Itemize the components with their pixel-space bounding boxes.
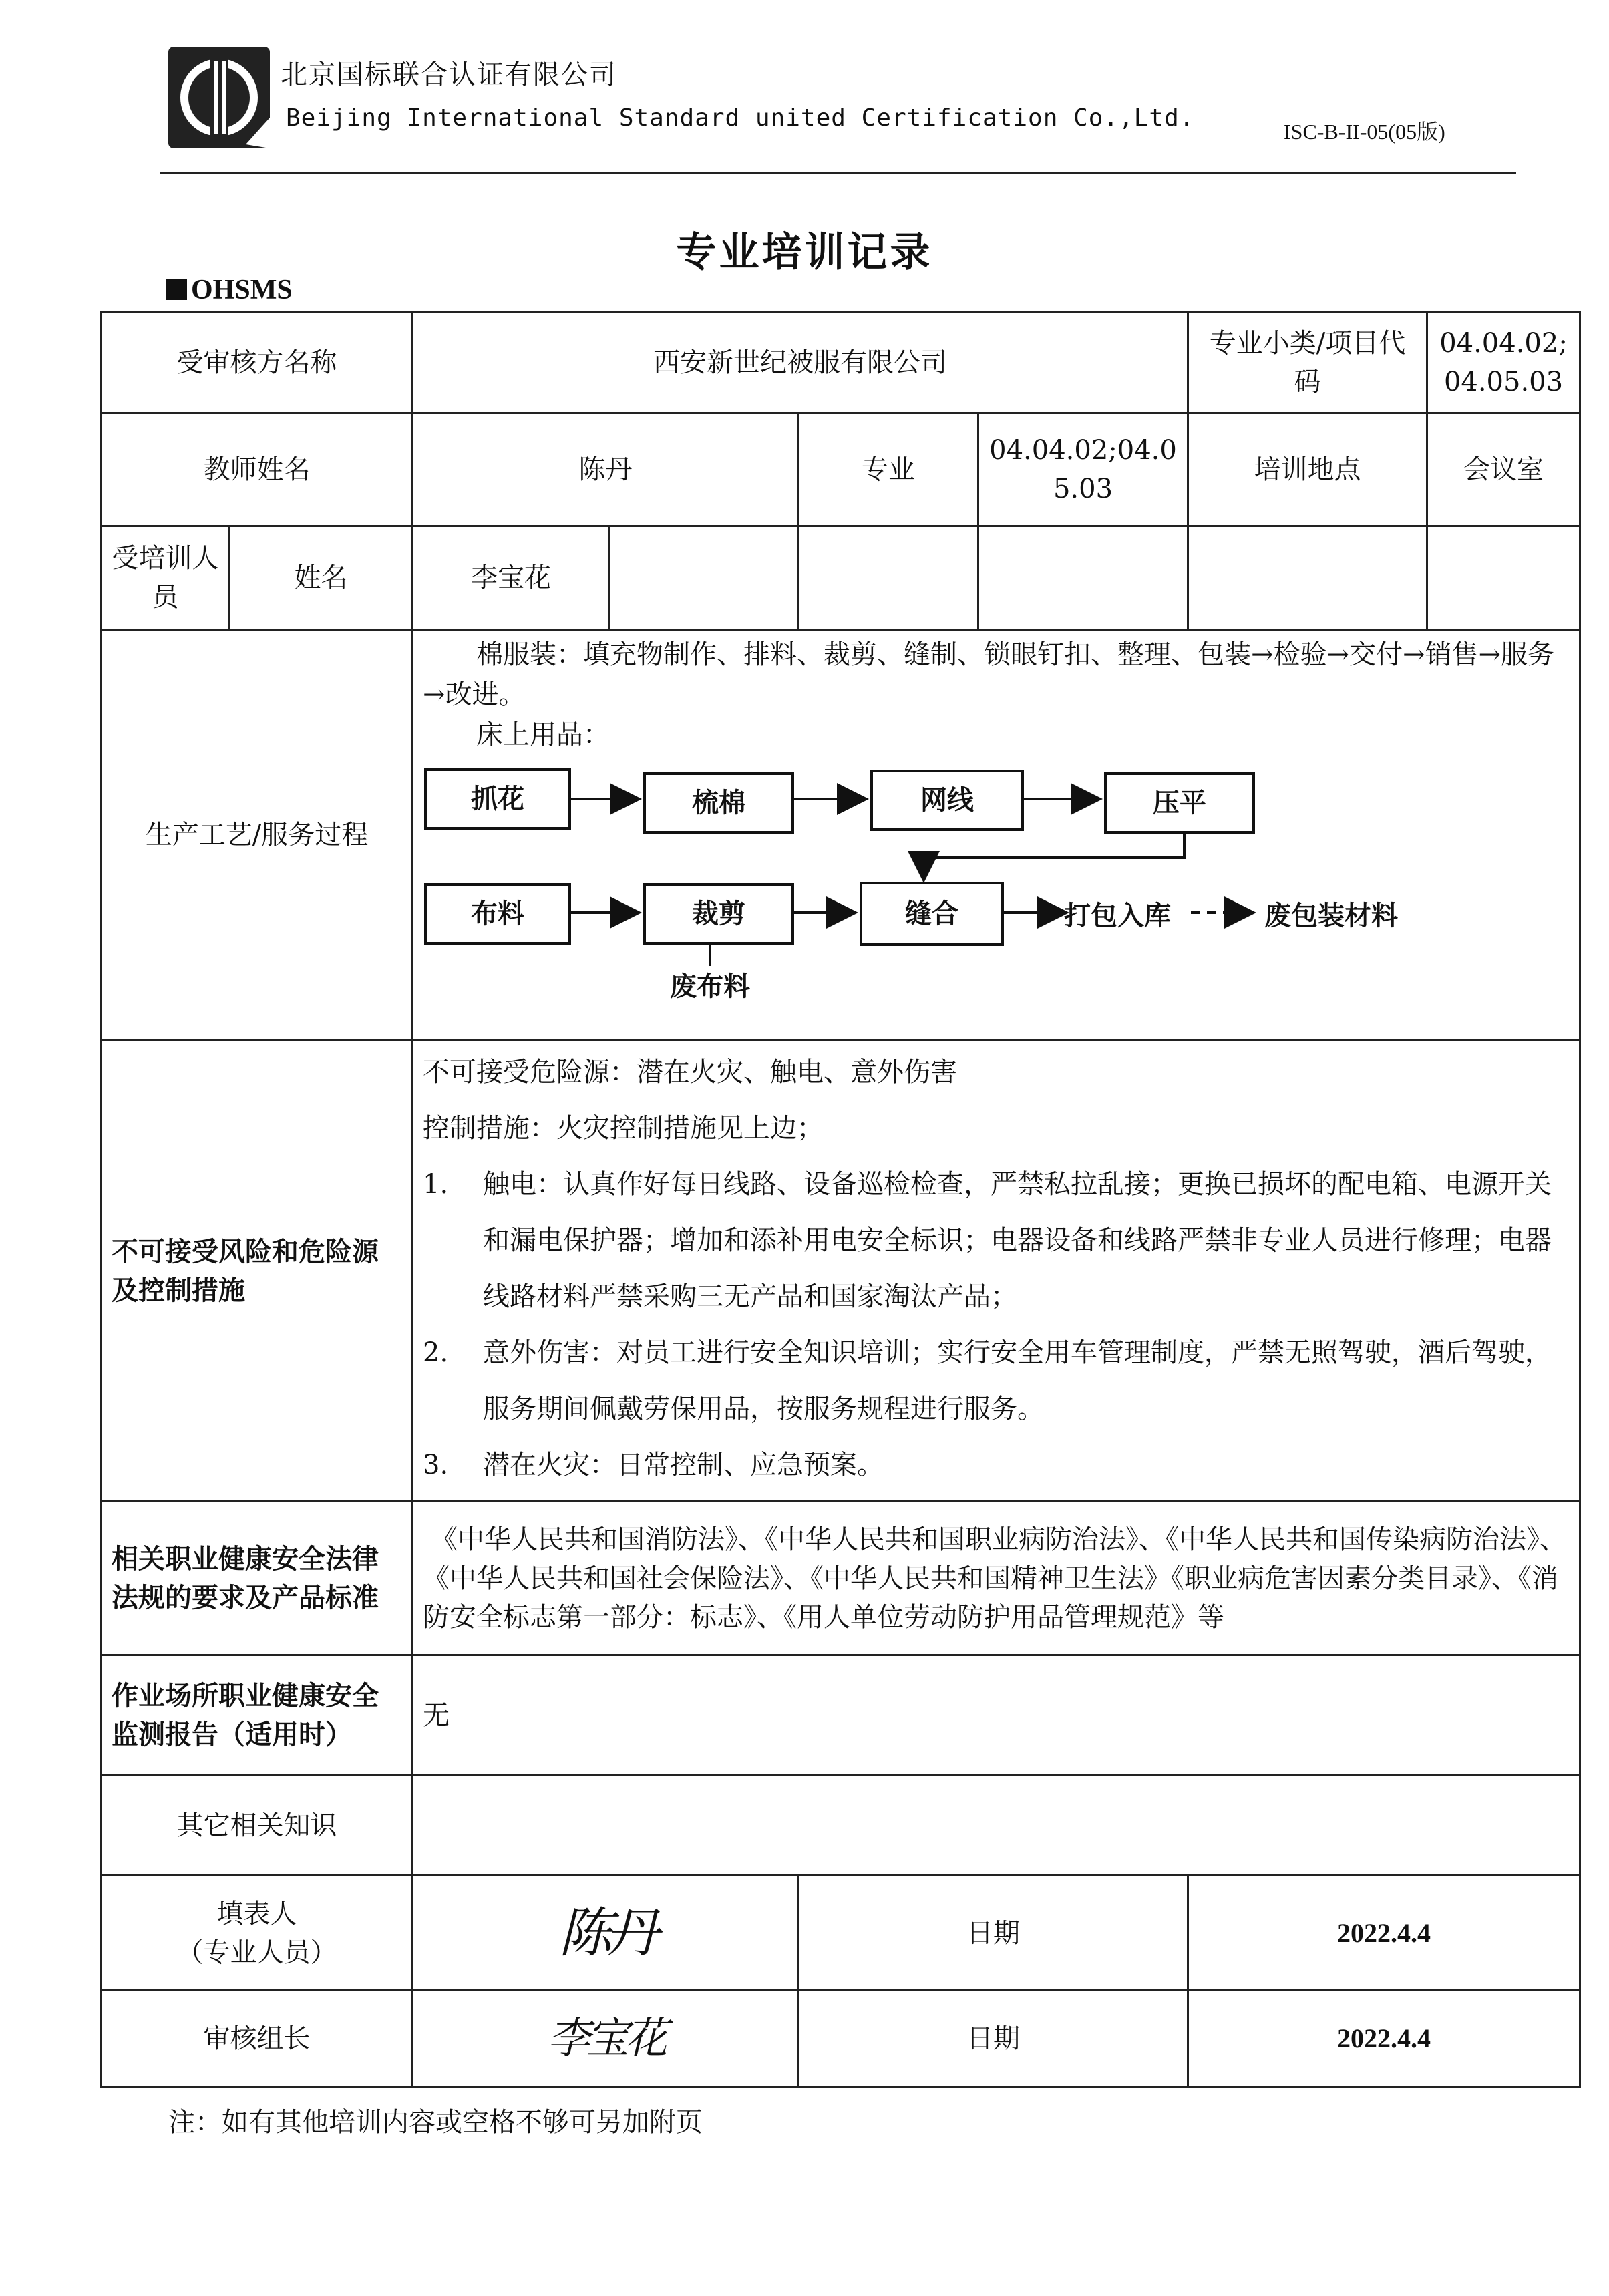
filler-signature (413, 1876, 799, 1991)
trainee-name-label: 姓名 (230, 526, 413, 630)
teacher-value: 陈丹 (413, 413, 799, 526)
other-knowledge-value (413, 1776, 1580, 1876)
trainee-empty-cell (1427, 526, 1580, 630)
leader-date-label: 日期 (799, 1991, 1188, 2088)
filler-label (102, 1876, 413, 1991)
category-value: 04.04.02;04.05.03 (1427, 313, 1580, 413)
risk-item-number: 1. (423, 1169, 449, 1200)
checkbox-filled-icon (166, 279, 187, 300)
filler-signature-text: 陈丹 (558, 1901, 653, 1964)
process-text: 棉服装：填充物制作、排料、裁剪、缝制、锁眼钉扣、整理、包装→检验→交付→销售→服务→改进。 (423, 639, 1555, 710)
major-value: 04.04.02;04.05.03 (978, 413, 1188, 526)
trainee-empty-cell (1188, 526, 1427, 630)
footnote: 注：如有其他培训内容或空格不够可另加附页 (168, 2107, 703, 2138)
training-record-table (100, 311, 1581, 2088)
trainee-empty-cell (610, 526, 799, 630)
flow-step-netting: 网线 (870, 770, 1024, 831)
filler-date-label: 日期 (799, 1876, 1188, 1991)
company-name-cn: 北京国标联合认证有限公司 (281, 59, 617, 90)
flow-step-cutting: 裁剪 (643, 883, 794, 945)
leader-date-value: 2022.4.4 (1188, 1991, 1580, 2088)
other-knowledge-label: 其它相关知识 (102, 1776, 413, 1876)
standard-text: OHSMS (191, 275, 293, 305)
risk-intro: 不可接受危险源：潜在火灾、触电、意外伤害 (423, 1057, 957, 1088)
risk-label: 不可接受风险和危险源及控制措施 (102, 1041, 413, 1502)
place-label: 培训地点 (1188, 413, 1427, 526)
risk-item (423, 1325, 1570, 1437)
filler-label-line1: 填表人 (216, 1898, 297, 1929)
flow-waste-packaging: 废包装材料 (1264, 900, 1398, 931)
auditee-value: 西安新世纪被服有限公司 (413, 313, 1188, 413)
major-label: 专业 (799, 413, 978, 526)
risk-item-number: 2. (423, 1337, 449, 1368)
leader-label: 审核组长 (102, 1991, 413, 2088)
flow-waste-cloth: 废布料 (670, 971, 750, 1002)
filler-date-value: 2022.4.4 (1188, 1876, 1580, 1991)
monitor-value: 无 (413, 1655, 1580, 1776)
category-label: 专业小类/项目代码 (1188, 313, 1427, 413)
law-label: 相关职业健康安全法律法规的要求及产品标准 (102, 1502, 413, 1655)
company-name-en: Beijing International Standard united Certification Co.,Ltd. (286, 104, 1195, 132)
trainee-label: 受培训人员 (102, 526, 230, 630)
company-logo (166, 44, 273, 151)
process-cell (413, 630, 1580, 1041)
trainee-empty-cell (978, 526, 1188, 630)
process-flowchart (423, 759, 1570, 1039)
place-value: 会议室 (1427, 413, 1580, 526)
bedding-label: 床上用品： (476, 719, 610, 750)
filler-label-line2: （专业人员） (176, 1937, 337, 1968)
monitor-label: 作业场所职业健康安全监测报告（适用时） (102, 1655, 413, 1776)
risk-control: 控制措施：火灾控制措施见上边； (423, 1113, 824, 1144)
law-text: 《中华人民共和国消防法》、《中华人民共和国职业病防治法》、《中华人民共和国传染病防治法》、《中华人民共和国社会保险法》、《中华人民共和国精神卫生法》《职业病危害因素分类目录》、《消防安全标志第一部分：标志》、《用人单位劳动防护用品管理规范》等 (413, 1502, 1580, 1655)
trainee-name-value: 李宝花 (413, 526, 610, 630)
risk-item (423, 1156, 1570, 1325)
flow-step-grab-cotton: 抓花 (424, 768, 571, 830)
risk-item (423, 1437, 1570, 1493)
flow-step-flatten: 压平 (1104, 772, 1255, 834)
teacher-label: 教师姓名 (102, 413, 413, 526)
trainee-empty-cell (799, 526, 978, 630)
process-label: 生产工艺/服务过程 (102, 630, 413, 1041)
header-divider (160, 172, 1516, 174)
leader-signature-text: 李宝花 (547, 2013, 664, 2064)
flow-step-sewing: 缝合 (860, 882, 1004, 946)
risk-item-text: 意外伤害：对员工进行安全知识培训；实行安全用车管理制度，严禁无照驾驶，酒后驾驶，服务期间佩戴劳保用品，按服务规程进行服务。 (483, 1337, 1552, 1424)
flow-pack-storage: 打包入库 (1064, 900, 1171, 931)
standard-label (166, 274, 293, 306)
page-title: 专业培训记录 (676, 229, 933, 276)
risk-item-text: 触电：认真作好每日线路、设备巡检检查，严禁私拉乱接；更换已损坏的配电箱、电源开关和漏电保护器；增加和添补用电安全标识；电器设备和线路严禁非专业人员进行修理；电器线路材料严禁采购三无产品和国家淘汰产品； (483, 1169, 1552, 1312)
flow-step-comb-cotton: 梳棉 (643, 772, 794, 834)
leader-signature (413, 1991, 799, 2088)
auditee-label: 受审核方名称 (102, 313, 413, 413)
risk-item-text: 潜在火灾：日常控制、应急预案。 (483, 1450, 884, 1480)
document-code: ISC-B-II-05(05版) (1284, 120, 1445, 144)
risk-cell (413, 1041, 1580, 1502)
flow-step-fabric: 布料 (424, 883, 571, 945)
risk-item-number: 3. (423, 1450, 449, 1480)
